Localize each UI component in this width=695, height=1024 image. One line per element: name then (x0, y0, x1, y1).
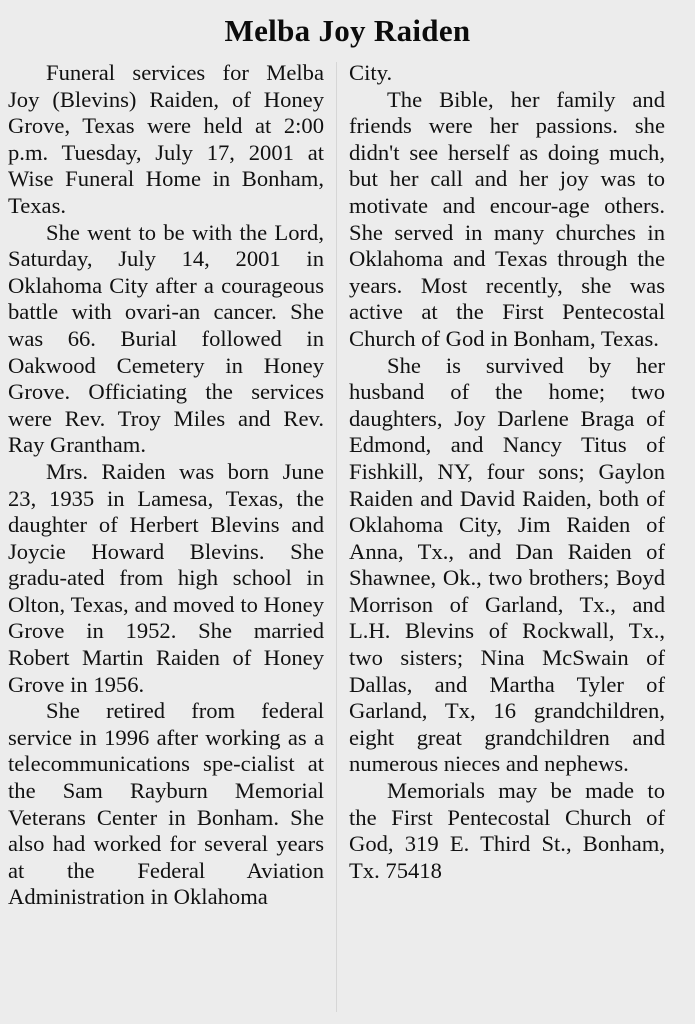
right-column (349, 60, 665, 884)
paragraph-career-continued: City. (349, 60, 393, 85)
column-divider (336, 62, 337, 1012)
paragraph-birth: Mrs. Raiden was born June 23, 1935 in Lamesa, Texas, the daughter of Herbert Blevins and Joycie Howard Blevins. She gradu-ated from high school in Olton, Texas, and moved to Honey Grove in 1952. She married Robert Martin Raiden of Honey Grove in 1956. (8, 458, 324, 697)
paragraph-passions: The Bible, her family and friends were her passions. she didn't see herself as doing much, but her call and her joy was to motivate and encour-age others. She served in many churches in Oklahoma and Texas through the years. Most recently, she was active at the First Pentecostal Church of God in Bonham, Texas. (349, 86, 665, 351)
paragraph-career: She retired from federal service in 1996 after working as a telecommunications spe-cialist at the Sam Rayburn Memorial Veterans Center in Bonham. She also had worked for several years at the Federal Aviation Administration in Oklahoma (8, 698, 324, 910)
paragraph-funeral-services: Funeral services for Melba Joy (Blevins) Raiden, of Honey Grove, Texas were held at 2:00 p.m. Tuesday, July 17, 2001 at Wise Funeral Home in Bonham, Texas. (8, 60, 324, 218)
left-column (8, 60, 324, 911)
paragraph-passing: She went to be with the Lord, Saturday, July 14, 2001 in Oklahoma City after a courageous battle with ovari-an cancer. She was 66. Burial followed in Oakwood Cemetery in Honey Grove. Officiating the services were Rev. Troy Miles and Rev. Ray Grantham. (8, 219, 324, 458)
obituary-title: Melba Joy Raiden (224, 13, 471, 48)
paragraph-survivors: She is survived by her husband of the home; two daughters, Joy Darlene Braga of Edmond, and Nancy Titus of Fishkill, NY, four sons; Gaylon Raiden and David Raiden, both of Oklahoma City, Jim Raiden of Anna, Tx., and Dan Raiden of Shawnee, Ok., two brothers; Boyd Morrison of Garland, Tx., and L.H. Blevins of Rockwall, Tx., two sisters; Nina McSwain of Dallas, and Martha Tyler of Garland, Tx, 16 grandchildren, eight great grandchildren and numerous nieces and nephews. (349, 352, 665, 777)
paragraph-memorials: Memorials may be made to the First Pentecostal Church of God, 319 E. Third St., Bonham, Tx. 75418 (349, 778, 665, 883)
